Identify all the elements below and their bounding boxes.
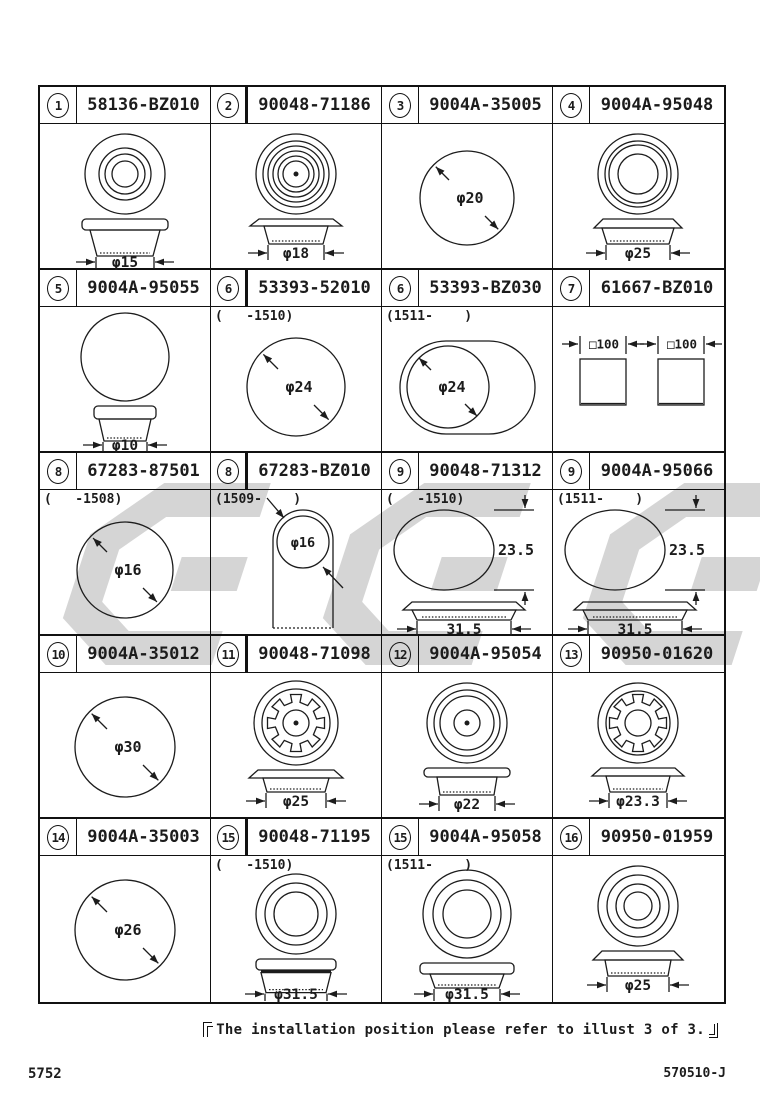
dimension-label: φ31.5 [274, 987, 318, 1002]
footer-note [203, 1021, 718, 1039]
part-index-badge: 9 [560, 459, 582, 484]
part-figure-cell [382, 856, 553, 1002]
part-number: 67283-BZ010 [258, 461, 371, 481]
part-drawing [382, 856, 553, 1002]
part-index-badge: 15 [217, 825, 239, 850]
part-figure-cell [553, 124, 724, 270]
part-index-badge-box [553, 819, 590, 855]
part-drawing [553, 673, 724, 819]
footer-note-text: The installation position please refer to illust 3 of 3. [216, 1022, 705, 1038]
part-figure-cell [211, 490, 382, 636]
part-drawing [553, 307, 724, 453]
dimension-label: 31.5 [617, 622, 653, 636]
part-figure-cell [40, 124, 211, 270]
date-range-note: ( -1508) [44, 492, 123, 507]
part-header-cell [382, 270, 553, 307]
part-index-badge: 8 [217, 459, 239, 484]
part-number: 90048-71312 [429, 461, 542, 481]
dimension-label: φ18 [282, 246, 310, 262]
part-drawing [553, 124, 724, 270]
part-number: 9004A-35012 [87, 644, 200, 664]
part-header-cell [553, 270, 724, 307]
part-drawing [211, 307, 382, 453]
part-header-cell [211, 270, 382, 307]
dimension-label: φ26 [114, 921, 142, 939]
part-drawing [40, 307, 211, 453]
dimension-label: φ24 [438, 378, 466, 396]
part-drawing [211, 673, 382, 819]
part-index-badge-box [382, 453, 419, 489]
part-number: 61667-BZ010 [600, 278, 714, 298]
dimension-label: φ16 [114, 561, 142, 579]
part-number: 90950-01620 [600, 644, 714, 664]
part-figure-cell [553, 490, 724, 636]
dimension-label: φ15 [111, 255, 139, 270]
part-header-cell [382, 87, 553, 124]
part-header-cell [553, 453, 724, 490]
part-figure-cell [40, 856, 211, 1002]
dimension-label: φ25 [624, 246, 652, 262]
part-drawing [382, 307, 553, 453]
part-figure-cell [553, 856, 724, 1002]
part-drawing [40, 124, 211, 270]
part-index-badge-box [211, 819, 248, 855]
part-drawing [382, 124, 553, 270]
dimension-label: φ30 [114, 738, 142, 756]
part-number: 9004A-95066 [600, 461, 714, 481]
date-range-note: (1509- ) [215, 492, 302, 507]
part-number: 9004A-95048 [600, 95, 714, 115]
part-number: 9004A-95055 [87, 278, 200, 298]
date-range-note: ( -1510) [386, 492, 465, 507]
part-index-badge-box [382, 270, 419, 306]
part-index-badge: 4 [560, 93, 582, 118]
part-number: 58136-BZ010 [87, 95, 200, 115]
part-index-badge-box [40, 636, 77, 672]
dimension-label: □100 [666, 336, 698, 352]
part-figure-cell [553, 673, 724, 819]
part-figure-cell [382, 490, 553, 636]
part-index-badge-box [211, 87, 248, 123]
dimension-label: φ24 [285, 378, 313, 396]
part-figure-cell [211, 856, 382, 1002]
part-index-badge-box [553, 453, 590, 489]
part-index-badge-box [382, 87, 419, 123]
part-index-badge: 3 [389, 93, 411, 118]
part-index-badge: 15 [389, 825, 411, 850]
part-number: 9004A-35005 [429, 95, 542, 115]
part-index-badge: 12 [389, 642, 411, 667]
part-figure-cell [40, 673, 211, 819]
part-drawing [382, 490, 553, 636]
parts-grid [38, 85, 726, 1004]
part-index-badge: 8 [47, 459, 69, 484]
part-header-cell [40, 636, 211, 673]
part-figure-cell [382, 673, 553, 819]
part-figure-cell [211, 307, 382, 453]
dimension-label: φ10 [111, 438, 139, 453]
part-number: 90048-71195 [258, 827, 371, 847]
dimension-label: φ23.3 [616, 794, 660, 810]
part-drawing [40, 856, 211, 1002]
dimension-label: φ25 [624, 978, 652, 994]
part-header-cell [553, 819, 724, 856]
part-header-cell [553, 87, 724, 124]
part-index-badge-box [382, 819, 419, 855]
date-range-note: ( -1510) [215, 858, 294, 873]
part-index-badge: 13 [560, 642, 582, 667]
part-index-badge-box [40, 453, 77, 489]
part-header-cell [211, 87, 382, 124]
part-number: 90048-71186 [258, 95, 371, 115]
part-index-badge: 10 [47, 642, 69, 667]
dimension-label: 23.5 [668, 541, 706, 559]
date-range-note: (1511- ) [386, 858, 473, 873]
part-drawing [211, 856, 382, 1002]
part-index-badge: 1 [47, 93, 69, 118]
dimension-label: φ16 [290, 535, 316, 551]
part-drawing [211, 124, 382, 270]
part-number: 53393-52010 [258, 278, 371, 298]
dimension-label: φ31.5 [445, 987, 489, 1002]
part-drawing [211, 490, 382, 636]
part-figure-cell [40, 307, 211, 453]
date-range-note: (1511- ) [557, 492, 644, 507]
dimension-label: φ25 [282, 794, 310, 810]
part-number: 9004A-95058 [429, 827, 542, 847]
part-index-badge-box [553, 270, 590, 306]
part-index-badge-box [553, 87, 590, 123]
dimension-label: φ20 [456, 189, 484, 207]
part-figure-cell [40, 490, 211, 636]
part-index-badge-box [211, 453, 248, 489]
part-index-badge: 14 [47, 825, 69, 850]
part-figure-cell [553, 307, 724, 453]
part-drawing [382, 673, 553, 819]
sheet-number: 5752 [28, 1066, 62, 1082]
date-range-note: ( -1510) [215, 309, 294, 324]
part-header-cell [382, 636, 553, 673]
part-number: 53393-BZ030 [429, 278, 542, 298]
dimension-label: 31.5 [446, 622, 482, 636]
part-index-badge-box [40, 87, 77, 123]
part-drawing [40, 490, 211, 636]
part-drawing [553, 490, 724, 636]
part-number: 90950-01959 [600, 827, 714, 847]
part-figure-cell [382, 124, 553, 270]
part-index-badge: 6 [389, 276, 411, 301]
part-number: 90048-71098 [258, 644, 371, 664]
date-range-note: (1511- ) [386, 309, 473, 324]
part-index-badge: 6 [217, 276, 239, 301]
part-header-cell [553, 636, 724, 673]
quote-bracket-open-icon [203, 1021, 214, 1039]
doc-code: 570510-J [663, 1066, 726, 1081]
part-index-badge: 7 [560, 276, 582, 301]
part-number: 9004A-95054 [429, 644, 542, 664]
part-header-cell [40, 270, 211, 307]
part-index-badge: 9 [389, 459, 411, 484]
part-index-badge-box [40, 270, 77, 306]
part-index-badge: 2 [217, 93, 239, 118]
part-index-badge-box [553, 636, 590, 672]
part-index-badge-box [211, 270, 248, 306]
part-index-badge-box [40, 819, 77, 855]
part-number: 67283-87501 [87, 461, 200, 481]
quote-bracket-close-icon [707, 1021, 718, 1039]
part-index-badge: 11 [217, 642, 239, 667]
part-header-cell [211, 819, 382, 856]
part-figure-cell [382, 307, 553, 453]
part-drawing [553, 856, 724, 1002]
part-header-cell [40, 819, 211, 856]
part-drawing [40, 673, 211, 819]
part-figure-cell [211, 673, 382, 819]
part-index-badge-box [382, 636, 419, 672]
part-header-cell [211, 453, 382, 490]
part-index-badge: 16 [560, 825, 582, 850]
dimension-label: 23.5 [497, 541, 535, 559]
part-index-badge-box [211, 636, 248, 672]
part-header-cell [382, 453, 553, 490]
dimension-label: □100 [588, 336, 620, 352]
part-index-badge: 5 [47, 276, 69, 301]
part-figure-cell [211, 124, 382, 270]
part-header-cell [382, 819, 553, 856]
part-number: 9004A-35003 [87, 827, 200, 847]
part-header-cell [40, 87, 211, 124]
dimension-label: φ22 [453, 797, 481, 813]
part-header-cell [211, 636, 382, 673]
part-header-cell [40, 453, 211, 490]
